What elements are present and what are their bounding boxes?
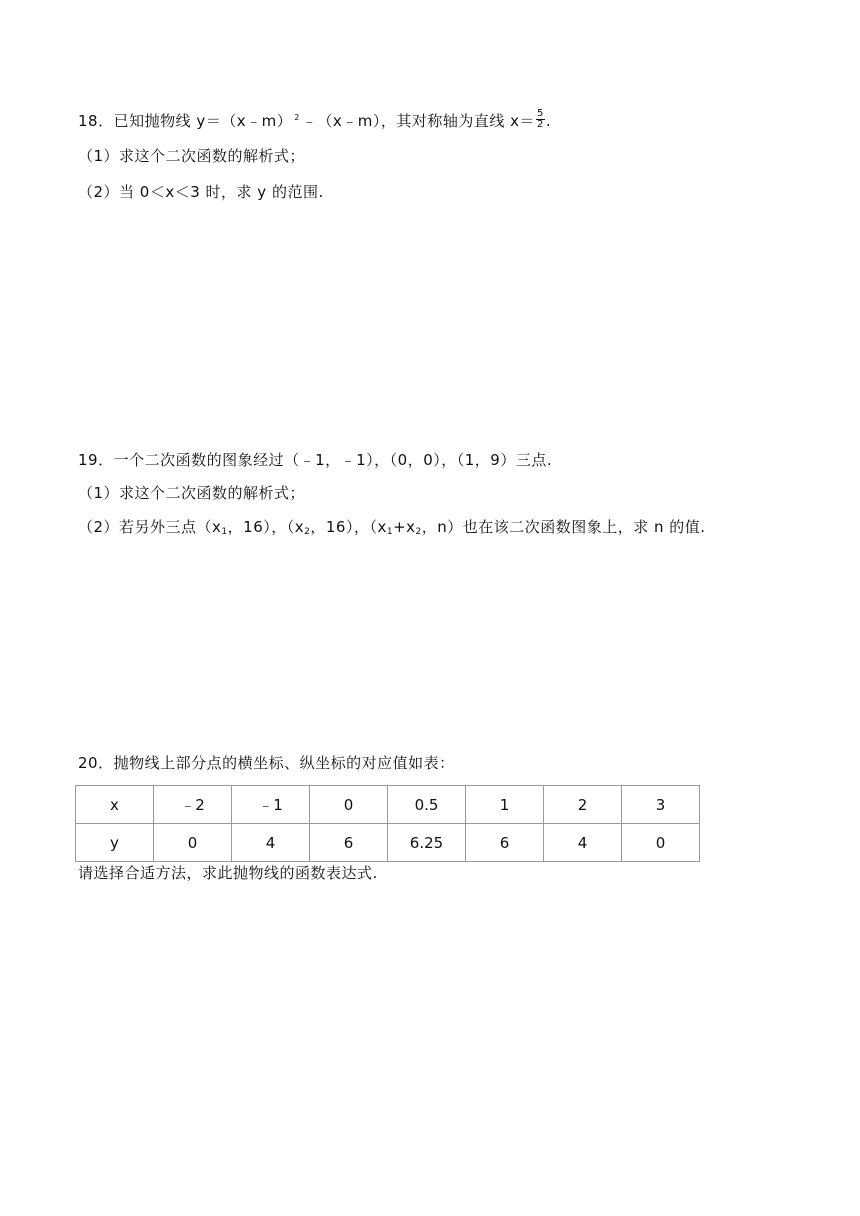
q19-part2-e: ，n）也在该二次函数图象上，求 n 的值. xyxy=(421,518,706,536)
q20-instruction: 请选择合适方法，求此抛物线的函数表达式. xyxy=(78,864,378,882)
q19-sub-3: 1 xyxy=(386,527,394,537)
table-row-x xyxy=(76,786,700,824)
q18-part2: （2）当 0＜x＜3 时，求 y 的范围. xyxy=(78,183,324,201)
q19-part2-c: ，16），（x xyxy=(310,518,387,536)
q18-stem-prefix: 18．已知抛物线 y＝（x﹣m） xyxy=(78,112,293,130)
q18-fraction xyxy=(536,109,545,130)
q19-sub-1: 1 xyxy=(221,527,228,537)
table-cell-x: 2 xyxy=(544,786,622,824)
q18-stem-suffix: . xyxy=(545,112,552,130)
table-cell-x: 0.5 xyxy=(388,786,466,824)
q19-part2-a: （2）若另外三点（x xyxy=(78,518,222,536)
table-cell-y: 4 xyxy=(544,824,622,862)
table-row-y xyxy=(76,824,700,862)
table-cell-y: 4 xyxy=(232,824,310,862)
q18-exponent: 2 xyxy=(294,113,300,122)
q18-fraction-numerator: 5 xyxy=(536,108,544,119)
q20-value-table xyxy=(75,785,700,862)
table-cell-y: 0 xyxy=(622,824,700,862)
q19-part2-d: +x xyxy=(393,518,416,536)
q20-stem: 20．抛物线上部分点的横坐标、纵坐标的对应值如表： xyxy=(78,754,455,772)
q19-part2-b: ，16），（x xyxy=(227,518,305,536)
q18-part1: （1）求这个二次函数的解析式； xyxy=(78,147,306,165)
q19-part2 xyxy=(78,517,706,542)
table-cell-x: 0 xyxy=(310,786,388,824)
q19-sub-4: 2 xyxy=(415,527,422,537)
table-cell-y: 6 xyxy=(310,824,388,862)
table-cell-y: 0 xyxy=(154,824,232,862)
q18-fraction-denominator: 2 xyxy=(536,119,544,130)
table-cell-x: 1 xyxy=(466,786,544,824)
table-header-x: x xyxy=(76,786,154,824)
q18-stem xyxy=(78,108,551,132)
q19-stem: 19．一个二次函数的图象经过（﹣1，﹣1），（0，0），（1，9）三点. xyxy=(78,451,553,469)
table-cell-x: 3 xyxy=(622,786,700,824)
table-cell-y: 6 xyxy=(466,824,544,862)
q19-part1: （1）求这个二次函数的解析式； xyxy=(78,484,306,502)
q19-sub-2: 2 xyxy=(304,527,311,537)
table-header-y: y xyxy=(76,824,154,862)
table-cell-x: ﹣1 xyxy=(232,786,310,824)
table-cell-x: ﹣2 xyxy=(154,786,232,824)
table-cell-y: 6.25 xyxy=(388,824,466,862)
q18-stem-middle: ﹣（x﹣m），其对称轴为直线 x＝ xyxy=(301,112,535,130)
